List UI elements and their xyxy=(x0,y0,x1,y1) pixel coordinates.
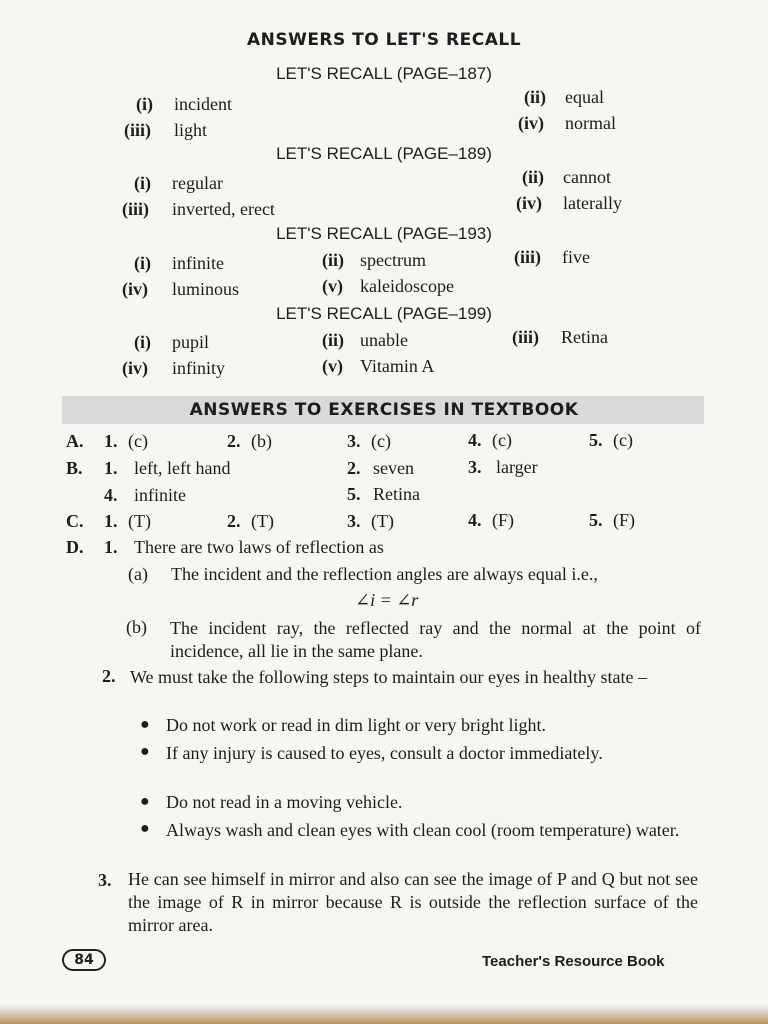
section-b-num-4: 4. xyxy=(104,485,118,505)
d-q2-bullet-4: Always wash and clean eyes with clean cool (room temperature) water. xyxy=(166,820,680,840)
recall-187-ans-ii: equal xyxy=(565,87,604,107)
section-c-ans-2: (T) xyxy=(251,511,274,531)
section-c-num-4: 4. xyxy=(468,510,482,530)
section-c-num-5: 5. xyxy=(589,510,603,530)
recall-187-ans-iii: light xyxy=(174,120,208,140)
d-q1-b-label: (b) xyxy=(126,617,147,637)
recall-189-ans-iii: inverted, erect xyxy=(172,199,275,219)
recall-199-ans-iii: Retina xyxy=(561,327,608,347)
recall-189-title: LET'S RECALL (PAGE–189) xyxy=(276,144,492,163)
section-c-ans-5: (F) xyxy=(613,510,635,530)
section-a-num-4: 4. xyxy=(468,430,482,450)
recall-189-num-ii: (ii) xyxy=(522,167,544,187)
book-title: Teacher's Resource Book xyxy=(482,953,665,970)
section-c-num-1: 1. xyxy=(104,511,118,531)
recall-193-ans-i: infinite xyxy=(172,253,224,273)
d-q1-text: There are two laws of reflection as xyxy=(134,537,384,557)
page-number: 84 xyxy=(62,949,106,971)
section-a-num-3: 3. xyxy=(347,431,361,451)
d-q2-bullet-2-dot: ● xyxy=(140,743,150,760)
exercises-heading: ANSWERS TO EXERCISES IN TEXTBOOK xyxy=(189,400,579,420)
recall-187-ans-i: incident xyxy=(174,94,232,114)
section-a-ans-2: (b) xyxy=(251,431,272,451)
recall-199-num-ii: (ii) xyxy=(322,330,344,350)
section-b-label: B. xyxy=(66,458,83,478)
section-a-ans-4: (c) xyxy=(492,430,512,450)
d-q2-bullet-3: Do not read in a moving vehicle. xyxy=(166,792,403,812)
d-q3-num: 3. xyxy=(98,870,112,890)
recall-193-num-v: (v) xyxy=(322,276,343,296)
section-b-num-3: 3. xyxy=(468,457,482,477)
recall-199-ans-iv: infinity xyxy=(172,358,225,378)
d-q1-a-label: (a) xyxy=(128,564,148,584)
recall-199-ans-v: Vitamin A xyxy=(360,356,435,376)
d-q2-bullet-4-dot: ● xyxy=(140,820,150,837)
section-b-ans-2: seven xyxy=(373,458,414,478)
recall-187-num-iii: (iii) xyxy=(124,120,151,140)
recall-193-ans-v: kaleidoscope xyxy=(360,276,454,296)
recall-199-num-i: (i) xyxy=(134,332,151,352)
d-q2-bullet-3-dot: ● xyxy=(140,793,150,810)
section-a-num-2: 2. xyxy=(227,431,241,451)
recall-199-ans-ii: unable xyxy=(360,330,408,350)
recall-193-num-ii: (ii) xyxy=(322,250,344,270)
recall-189-num-iii: (iii) xyxy=(122,199,149,219)
section-a-num-5: 5. xyxy=(589,430,603,450)
section-a-ans-1: (c) xyxy=(128,431,148,451)
recall-193-num-i: (i) xyxy=(134,253,151,273)
recall-199-ans-i: pupil xyxy=(172,332,210,352)
recall-189-ans-i: regular xyxy=(172,173,223,193)
section-c-ans-1: (T) xyxy=(128,511,151,531)
section-c-ans-4: (F) xyxy=(492,510,514,530)
d-q1-a-text: The incident and the reflection angles are always equal i.e., xyxy=(171,564,598,584)
recall-189-ans-ii: cannot xyxy=(563,167,611,187)
section-b-num-1: 1. xyxy=(104,458,118,478)
d-q2-bullet-1: Do not work or read in dim light or very bright light. xyxy=(166,715,546,735)
recall-193-num-iv: (iv) xyxy=(122,279,148,299)
section-b-ans-5: Retina xyxy=(373,484,420,504)
recall-187-ans-iv: normal xyxy=(565,113,616,133)
section-a-ans-5: (c) xyxy=(613,430,633,450)
recall-193-ans-iv: luminous xyxy=(172,279,240,299)
section-c-label: C. xyxy=(66,511,84,531)
recall-199-num-v: (v) xyxy=(322,356,343,376)
d-q2-bullet-2: If any injury is caused to eyes, consult a doctor immediately. xyxy=(166,743,603,763)
recall-187-num-i: (i) xyxy=(136,94,153,114)
recall-heading: ANSWERS TO LET'S RECALL xyxy=(246,30,522,50)
d-q1-num: 1. xyxy=(104,537,118,557)
recall-187-num-ii: (ii) xyxy=(524,87,546,107)
recall-189-num-i: (i) xyxy=(134,173,151,193)
recall-199-num-iv: (iv) xyxy=(122,358,148,378)
d-q1-b-text: The incident ray, the reflected ray and the normal at the point of incidence, all lie in the same plane. xyxy=(170,618,701,661)
recall-189-num-iv: (iv) xyxy=(516,193,542,213)
section-b-ans-4: infinite xyxy=(134,485,186,505)
section-a-num-1: 1. xyxy=(104,431,118,451)
recall-199-num-iii: (iii) xyxy=(512,327,539,347)
recall-193-ans-ii: spectrum xyxy=(360,250,426,270)
page-edge xyxy=(0,1004,768,1024)
recall-199-title: LET'S RECALL (PAGE–199) xyxy=(276,304,492,323)
recall-187-num-iv: (iv) xyxy=(518,113,544,133)
d-q3-text: He can see himself in mirror and also can see the image of P and Q but not see the image of R in mirror because R is outside the reflection surface of the mirror area. xyxy=(128,869,698,935)
section-b-num-5: 5. xyxy=(347,484,361,504)
section-b-ans-1: left, left hand xyxy=(134,458,231,478)
section-c-num-3: 3. xyxy=(347,511,361,531)
section-a-ans-3: (c) xyxy=(371,431,391,451)
section-c-num-2: 2. xyxy=(227,511,241,531)
section-b-ans-3: larger xyxy=(496,457,538,477)
recall-193-title: LET'S RECALL (PAGE–193) xyxy=(276,224,492,243)
recall-193-num-iii: (iii) xyxy=(514,247,541,267)
section-b-num-2: 2. xyxy=(347,458,361,478)
section-d-label: D. xyxy=(66,537,84,557)
d-q1-formula: ∠i = ∠r xyxy=(355,590,419,610)
d-q2-text: We must take the following steps to maintain our eyes in healthy state – xyxy=(130,667,647,687)
d-q2-num: 2. xyxy=(102,666,116,686)
recall-187-title: LET'S RECALL (PAGE–187) xyxy=(276,64,492,83)
recall-189-ans-iv: laterally xyxy=(563,193,622,213)
recall-193-ans-iii: five xyxy=(562,247,590,267)
section-c-ans-3: (T) xyxy=(371,511,394,531)
d-q2-bullet-1-dot: ● xyxy=(140,716,150,733)
section-a-label: A. xyxy=(66,431,84,451)
